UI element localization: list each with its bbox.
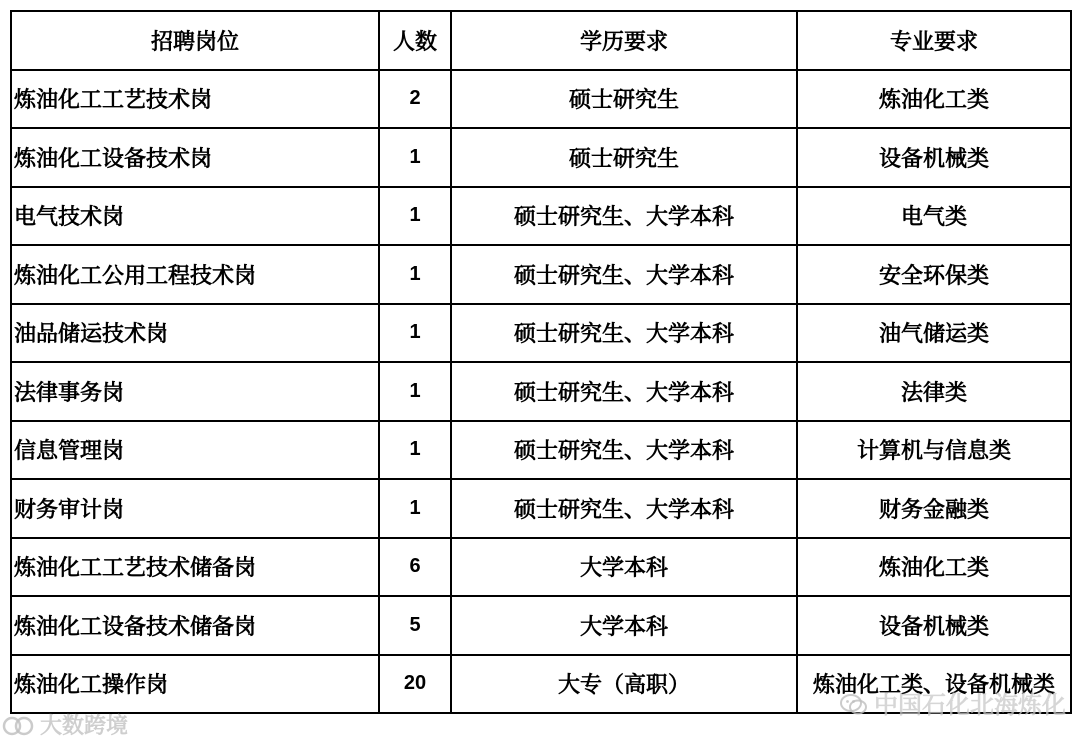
count-cell: 20 [379,655,451,714]
count-cell: 1 [379,479,451,538]
education-cell: 大学本科 [451,596,797,655]
count-cell: 6 [379,538,451,597]
position-cell: 电气技术岗 [11,187,379,246]
major-cell: 设备机械类 [797,128,1071,187]
major-cell: 安全环保类 [797,245,1071,304]
major-cell: 设备机械类 [797,596,1071,655]
major-cell: 财务金融类 [797,479,1071,538]
position-cell: 炼油化工工艺技术岗 [11,70,379,129]
table-row [11,128,1071,187]
position-cell: 法律事务岗 [11,362,379,421]
position-cell: 炼油化工设备技术储备岗 [11,596,379,655]
table-row [11,538,1071,597]
logo-icon [2,716,36,736]
education-cell: 大学本科 [451,538,797,597]
header-row [11,11,1071,70]
position-cell: 炼油化工工艺技术储备岗 [11,538,379,597]
education-cell: 硕士研究生、大学本科 [451,304,797,363]
major-cell: 油气储运类 [797,304,1071,363]
count-cell: 5 [379,596,451,655]
count-cell: 1 [379,421,451,480]
position-cell: 油品储运技术岗 [11,304,379,363]
table-row [11,187,1071,246]
watermark-right-text: 中国石化北海炼化 [874,691,1066,719]
education-cell: 硕士研究生、大学本科 [451,362,797,421]
count-cell: 1 [379,304,451,363]
count-cell: 1 [379,245,451,304]
table-row [11,655,1071,714]
position-cell: 财务审计岗 [11,479,379,538]
education-cell: 硕士研究生、大学本科 [451,187,797,246]
major-cell: 计算机与信息类 [797,421,1071,480]
count-cell: 1 [379,187,451,246]
header-count: 人数 [379,11,451,70]
table-row [11,362,1071,421]
count-cell: 1 [379,128,451,187]
education-cell: 大专（高职） [451,655,797,714]
table-row [11,421,1071,480]
count-cell: 2 [379,70,451,129]
education-cell: 硕士研究生、大学本科 [451,245,797,304]
position-cell: 炼油化工设备技术岗 [11,128,379,187]
table-row [11,479,1071,538]
table-row [11,304,1071,363]
table-row [11,596,1071,655]
education-cell: 硕士研究生、大学本科 [451,479,797,538]
recruitment-table [10,10,1072,714]
major-cell: 法律类 [797,362,1071,421]
position-cell: 炼油化工公用工程技术岗 [11,245,379,304]
header-education: 学历要求 [451,11,797,70]
major-cell: 炼油化工类 [797,70,1071,129]
count-cell: 1 [379,362,451,421]
major-cell: 电气类 [797,187,1071,246]
table-row [11,245,1071,304]
position-cell: 炼油化工操作岗 [11,655,379,714]
position-cell: 信息管理岗 [11,421,379,480]
major-cell: 炼油化工类、设备机械类 [797,655,1071,714]
education-cell: 硕士研究生、大学本科 [451,421,797,480]
watermark-left-text: 大数跨境 [40,714,129,739]
table-row [11,70,1071,129]
header-position: 招聘岗位 [11,11,379,70]
major-cell: 炼油化工类 [797,538,1071,597]
education-cell: 硕士研究生 [451,128,797,187]
education-cell: 硕士研究生 [451,70,797,129]
header-major: 专业要求 [797,11,1071,70]
